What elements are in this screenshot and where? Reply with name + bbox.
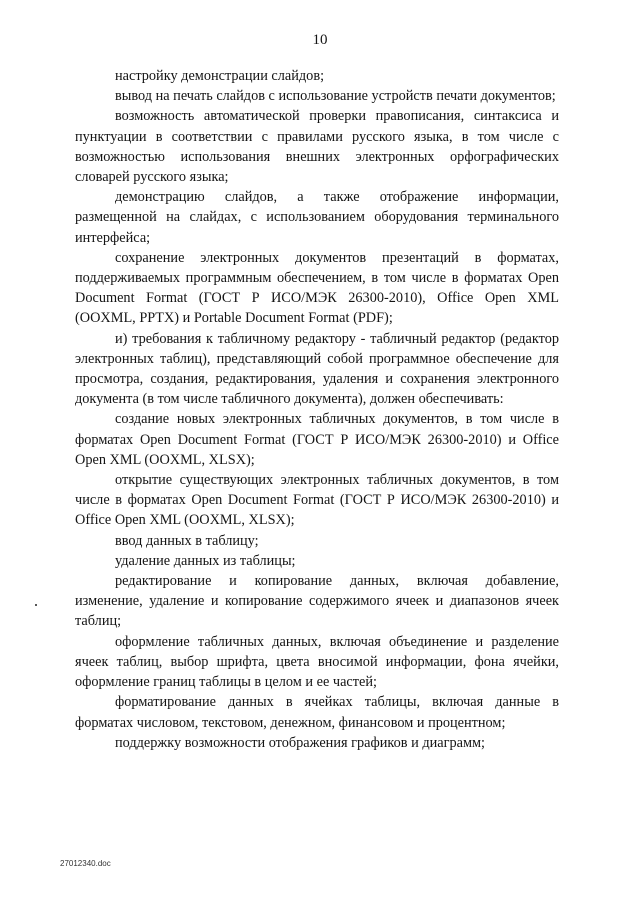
paragraph: возможность автоматической проверки правописания, синтаксиса и пунктуации в соответствии с правилами русского языка, в том числе с возможностью использования внешних электронных орфографических словарей русского языка; [75, 108, 559, 186]
scan-dot [35, 604, 37, 606]
paragraph: форматирование данных в ячейках таблицы, включая данные в форматах числовом, текстовом, денежном, финансовом и процентном; [75, 694, 559, 731]
paragraph: сохранение электронных документов презентаций в форматах, поддерживаемых программным обеспечением, в том числе в форматах Open Document Format (ГОСТ Р ИСО/МЭК 26300-2010), Office Open XML (OOXML, PPTX) и Portable Document Format (PDF); [75, 249, 559, 327]
body-text [75, 66, 559, 753]
paragraph: вывод на печать слайдов с использование устройств печати документов; [115, 88, 556, 105]
paragraph: поддержку возможности отображения графиков и диаграмм; [115, 734, 486, 751]
paragraph: создание новых электронных табличных документов, в том числе в форматах Open Document Format (ГОСТ Р ИСО/МЭК 26300-2010) и Office Open XML (OOXML, XLSX); [75, 411, 559, 468]
paragraph: демонстрацию слайдов, а также отображение информации, размещенной на слайдах, с использованием оборудования терминального интерфейса; [75, 189, 559, 246]
paragraph: открытие существующих электронных табличных документов, в том числе в форматах Open Document Format (ГОСТ Р ИСО/МЭК 26300-2010) и Office Open XML (OOXML, XLSX); [75, 472, 559, 529]
page-number: 10 [312, 32, 328, 48]
paragraph: редактирование и копирование данных, включая добавление, изменение, удаление и копирование содержимого ячеек и диапазонов ячеек таблиц; [75, 573, 559, 630]
footer-file-code: 27012340.doc [60, 859, 111, 868]
paragraph: удаление данных из таблицы; [115, 552, 296, 569]
paragraph: оформление табличных данных, включая объединение и разделение ячеек таблиц, выбор шрифта, цвета вносимой информации, фона ячейки, оформление границ таблицы в целом и ее частей; [75, 633, 559, 691]
paragraph: и) требования к табличному редактору - табличный редактор (редактор электронных таблиц), представляющий собой программное обеспечение для просмотра, создания, редактирования, удаления и сохранения электронного документа (в том числе табличного документа), должен обеспечивать: [75, 330, 559, 408]
paragraph: ввод данных в таблицу; [115, 532, 259, 549]
paragraph: настройку демонстрации слайдов; [115, 68, 325, 84]
